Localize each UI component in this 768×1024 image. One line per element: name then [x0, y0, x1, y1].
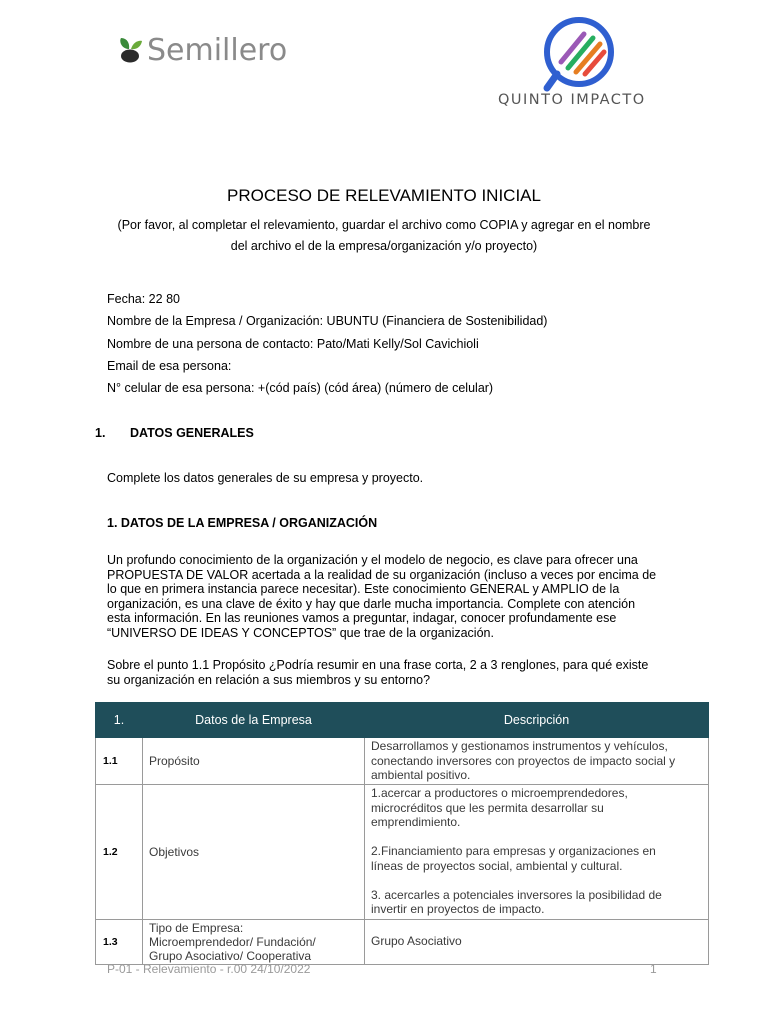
desc-line	[371, 830, 704, 845]
desc-line: ambiental positivo.	[371, 768, 471, 782]
paragraph-line: “UNIVERSO DE IDEAS Y CONCEPTOS” que trae de la organización.	[107, 625, 494, 640]
row-number: 1.1	[96, 738, 143, 785]
paragraph-line: PROPUESTA DE VALOR acertada a la realidad de su organización (incluso a veces por encima de	[107, 567, 657, 582]
paragraph-2	[107, 658, 667, 687]
row-description	[365, 738, 709, 785]
fecha-field: Fecha: 22 80	[107, 292, 180, 306]
contacto-field: Nombre de una persona de contacto: Pato/Mati Kelly/Sol Cavichioli	[107, 337, 479, 351]
row-label-line: Grupo Asociativo/ Cooperativa	[149, 948, 312, 963]
footer-doc-ref: P-01 - Relevamiento - r.00 24/10/2022	[107, 962, 311, 976]
sprout-icon	[117, 35, 143, 65]
subtitle-line: (Por favor, al completar el relevamiento, guardar el archivo como COPIA y agregar en el nombre	[117, 218, 651, 232]
semillero-wordmark: Semillero	[147, 32, 288, 68]
intro-text: Complete los datos generales de su empresa y proyecto.	[107, 471, 424, 485]
table-row	[96, 738, 709, 785]
desc-line: Desarrollamos y gestionamos instrumentos y vehículos,	[371, 739, 668, 753]
company-data-table	[95, 702, 709, 965]
desc-line: microcréditos que les permita desarrollar su	[371, 800, 604, 815]
row-number: 1.2	[96, 784, 143, 919]
row-label-line: Tipo de Empresa:	[149, 920, 244, 935]
paragraph-line: lo que en primera instancia parece necesitar). Este conocimiento GENERAL y AMPLIO de la	[107, 582, 620, 596]
row-number: 1.3	[96, 919, 143, 964]
desc-line: 1.acercar a productores o microemprendedores,	[371, 786, 628, 801]
row-label-line: Propósito	[149, 753, 200, 768]
table-row	[96, 919, 709, 964]
paragraph-line: su organización en relación a sus miembros y su entorno?	[107, 672, 431, 687]
section-number: 1.	[95, 426, 106, 440]
paragraph-line: Sobre el punto 1.1 Propósito ¿Podría resumir en una frase corta, 2 a 3 renglones, para qué existe	[107, 658, 649, 672]
row-label-line: Microemprendedor/ Fundación/	[149, 934, 316, 949]
table-row	[96, 784, 709, 919]
header-description: Descripción	[365, 703, 709, 738]
header-data: Datos de la Empresa	[143, 703, 365, 738]
desc-line: 3. acercarles a potenciales inversores la posibilidad de	[371, 887, 662, 902]
quinto-impacto-wordmark: QUINTO IMPACTO	[498, 92, 646, 108]
document-title: PROCESO DE RELEVAMIENTO INICIAL	[227, 186, 541, 205]
row-label-line: Objetivos	[149, 844, 200, 859]
row-description	[365, 919, 709, 964]
header-number: 1.	[96, 703, 143, 738]
desc-line	[371, 873, 704, 888]
desc-line: conectando inversores con proyectos de impacto social y	[371, 753, 676, 768]
paragraph-line: esta información. En las reuniones vamos a preguntar, indagar, conocer profundamente ese	[107, 611, 617, 625]
semillero-logo	[117, 30, 287, 70]
table-header-row	[96, 703, 709, 738]
desc-line: 2.Financiamiento para empresas y organizaciones en	[371, 844, 656, 859]
paragraph-line: organización, es una clave de éxito y hay que darle mucha importancia. Complete con atención	[107, 596, 636, 611]
desc-line: emprendimiento.	[371, 815, 461, 830]
row-label	[143, 919, 365, 964]
footer-page-number: 1	[650, 962, 657, 976]
email-field: Email de esa persona:	[107, 359, 232, 373]
empresa-field: Nombre de la Empresa / Organización: UBUNTU (Financiera de Sostenibilidad)	[107, 314, 548, 328]
desc-line: líneas de proyectos social, ambiental y cultural.	[371, 858, 623, 873]
row-description	[365, 784, 709, 919]
subsection-title: 1. DATOS DE LA EMPRESA / ORGANIZACIÓN	[107, 516, 378, 530]
row-label	[143, 738, 365, 785]
section-title: DATOS GENERALES	[130, 426, 254, 440]
celular-field: N° celular de esa persona: +(cód país) (cód área) (número de celular)	[107, 381, 494, 395]
paragraph-1	[107, 553, 667, 640]
row-label	[143, 784, 365, 919]
document-subtitle	[100, 215, 668, 257]
desc-line: invertir en proyectos de impacto.	[371, 902, 545, 917]
subtitle-line: del archivo el de la empresa/organización y/o proyecto)	[230, 239, 538, 253]
paragraph-line: Un profundo conocimiento de la organización y el modelo de negocio, es clave para ofrecer una	[107, 553, 638, 567]
desc-line: Grupo Asociativo	[371, 934, 462, 949]
